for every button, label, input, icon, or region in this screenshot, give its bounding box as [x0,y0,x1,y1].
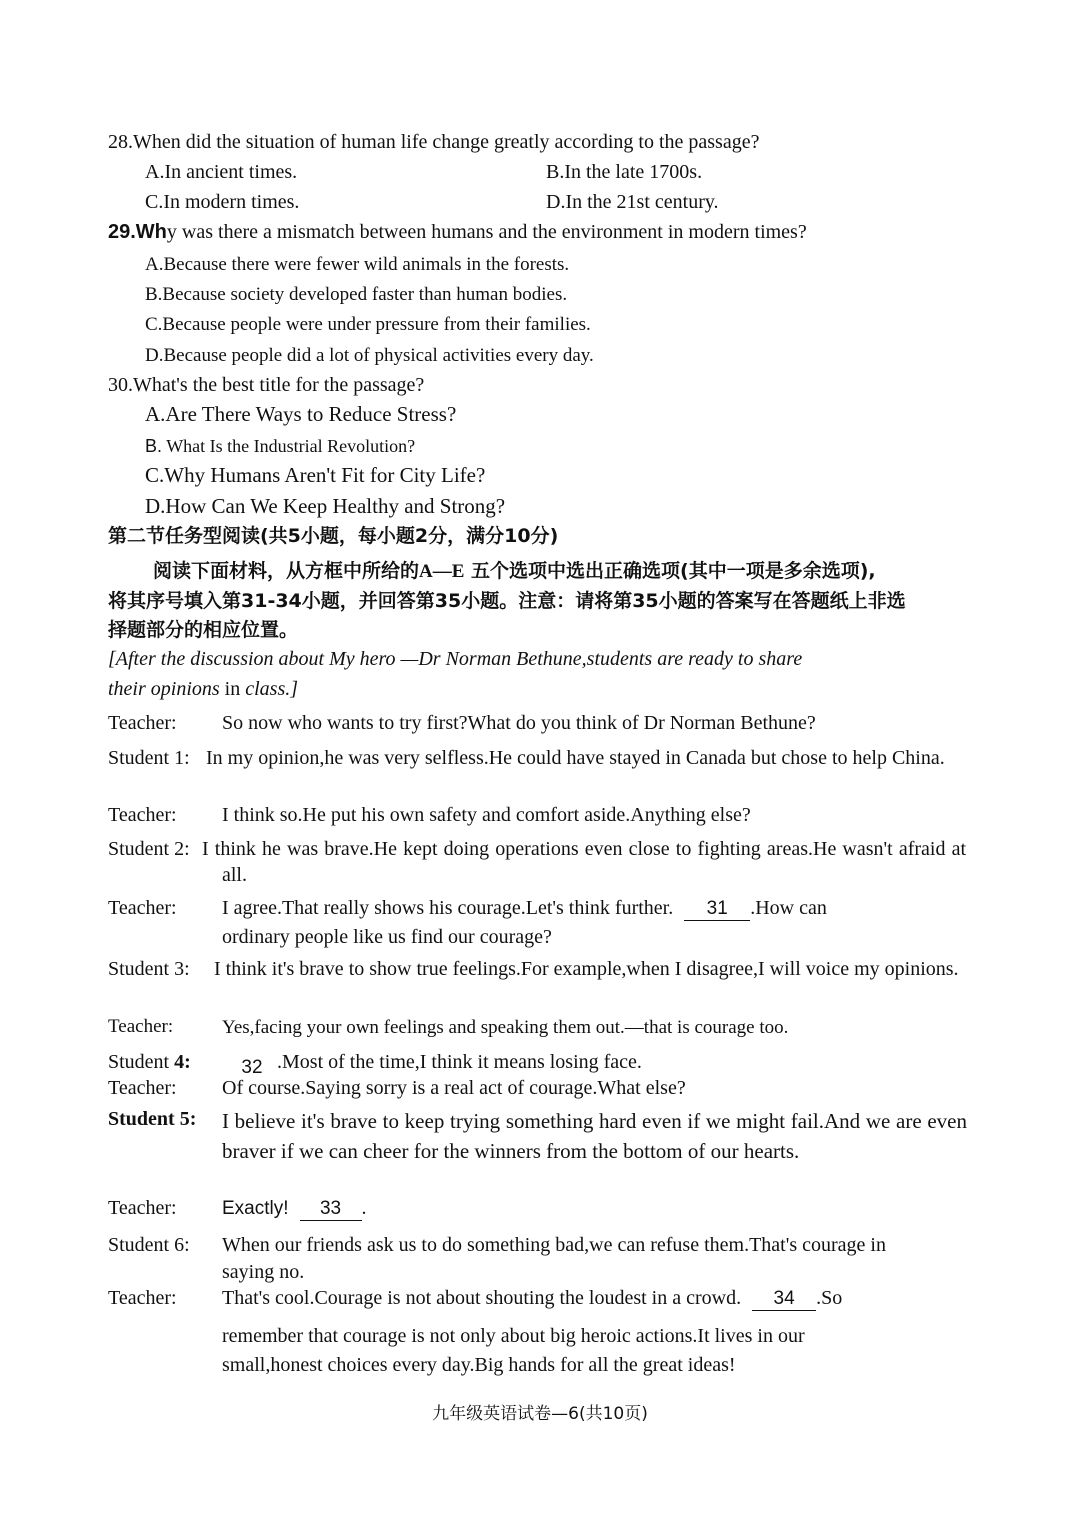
teacher-line-7 [222,1285,842,1311]
student-4-line [232,1049,642,1078]
context-plain: in [219,678,246,700]
instruction-range: A—E [419,561,465,582]
teacher-3-text-c: ordinary people like us find our courage? [222,926,552,948]
context-line-2 [108,676,298,702]
teacher-3-text-a: I agree.That really shows his courage.Let's think further. [222,897,674,919]
blank-32: 32 [241,1057,263,1078]
q28-option-c: C.In modern times. [145,191,300,213]
section-title: 第二节任务型阅读(共5小题，每小题2分，满分10分) [108,525,559,547]
blank-33: 33 [300,1198,362,1221]
speaker-student-4 [108,1049,191,1075]
speaker-teacher-2: Teacher: [108,804,177,826]
teacher-6-text-b: . [361,1197,367,1219]
student-1-text: In my opinion,he was very selfless.He could have stayed in Canada but chose to help China. [206,747,945,769]
teacher-7-text-d: small,honest choices every day.Big hands for all the great ideas! [222,1354,736,1376]
context-italic-a: their opinions [108,678,220,700]
blank-31: 31 [684,898,750,921]
speaker-student-2: Student 2: [108,838,190,860]
q30-option-b [145,433,415,459]
q29-option-b: B.Because society developed faster than human bodies. [145,284,568,305]
speaker-teacher-5: Teacher: [108,1077,177,1099]
teacher-line-5: Of course.Saying sorry is a real act of courage.What else? [222,1077,686,1099]
q29-option-d: D.Because people did a lot of physical activities every day. [145,345,594,366]
q30-stem: 30.What's the best title for the passage? [108,374,425,396]
q29-option-c: C.Because people were under pressure from their families. [145,314,591,335]
q30-option-b-letter: B. [145,436,163,456]
student-1-line [206,745,966,771]
q30-option-a: A.Are There Ways to Reduce Stress? [145,402,457,426]
context-italic-b: class.] [245,678,299,700]
student-5-text: I believe it's brave to keep trying something hard even if we might fail.And we are even braver if we can cheer for the winners from the bottom of our hearts. [222,1109,967,1163]
q28-stem: 28.When did the situation of human life change greatly according to the passage? [108,131,760,153]
context-line-1: [After the discussion about My hero —Dr Norman Bethune,students are ready to share [108,648,803,670]
student-4-number: 4: [174,1051,191,1073]
section-instruction-line-2: 将其序号填入第31-34小题，并回答第35小题。注意：请将第35小题的答案写在答题纸上非选 [108,590,906,612]
q30-option-d: D.How Can We Keep Healthy and Strong? [145,494,506,518]
blank-34: 34 [752,1288,816,1311]
student-3-text: I think it's brave to show true feelings.For example,when I disagree,I will voice my opinions. [214,958,959,980]
student-2-text: I think he was brave.He kept doing operations even close to fighting areas.He wasn't afraid at all. [202,838,966,886]
q28-option-a: A.In ancient times. [145,161,298,183]
speaker-teacher-3: Teacher: [108,897,177,919]
student-6-text: When our friends ask us to do something bad,we can refuse them.That's courage in saying no. [222,1234,886,1283]
q30-option-c: C.Why Humans Aren't Fit for City Life? [145,463,486,487]
q29-stem: y was there a mismatch between humans and the environment in modern times? [166,221,807,243]
instruction-text-2: 五个选项中选出正确选项(其中一项是多余选项), [464,560,876,582]
q30-option-b-text: What Is the Industrial Revolution? [162,436,416,456]
teacher-line-3 [222,895,827,921]
student-4-label: Student [108,1051,170,1073]
teacher-line-1: So now who wants to try first?What do you think of Dr Norman Bethune? [222,712,816,734]
q28-option-d: D.In the 21st century. [546,191,719,213]
student-4-text: .Most of the time,I think it means losing face. [272,1051,642,1073]
instruction-text-1: 阅读下面材料，从方框中所给的 [153,560,420,582]
q28-option-b: B.In the late 1700s. [546,161,703,183]
teacher-6-text-a: Exactly! [222,1198,289,1219]
speaker-teacher-6: Teacher: [108,1197,177,1219]
teacher-7-text-a: That's cool.Courage is not about shouting the loudest in a crowd. [222,1287,742,1309]
teacher-3-text-b: .How can [750,897,827,919]
q29-stem-line [108,219,807,245]
teacher-line-6 [222,1195,367,1222]
teacher-7-text-b: .So [816,1287,843,1309]
q29-option-a: A.Because there were fewer wild animals in the forests. [145,254,570,275]
section-instruction-line-1 [153,558,876,585]
speaker-student-6: Student 6: [108,1234,190,1256]
teacher-line-4: Yes,facing your own feelings and speaking them out.—that is courage too. [222,1017,789,1038]
q29-number: 29.Wh [108,221,167,243]
teacher-line-2: I think so.He put his own safety and comfort aside.Anything else? [222,804,751,826]
page-footer: 九年级英语试卷—6(共10页) [432,1404,648,1424]
speaker-student-1: Student 1: [108,747,190,769]
speaker-teacher-7: Teacher: [108,1287,177,1309]
speaker-student-5: Student 5: [108,1108,197,1130]
speaker-teacher-1: Teacher: [108,712,177,734]
teacher-7-text-c: remember that courage is not only about big heroic actions.It lives in our [222,1325,805,1347]
speaker-teacher-4: Teacher: [108,1016,174,1037]
section-instruction-line-3: 择题部分的相应位置。 [108,619,299,641]
speaker-student-3: Student 3: [108,958,190,980]
